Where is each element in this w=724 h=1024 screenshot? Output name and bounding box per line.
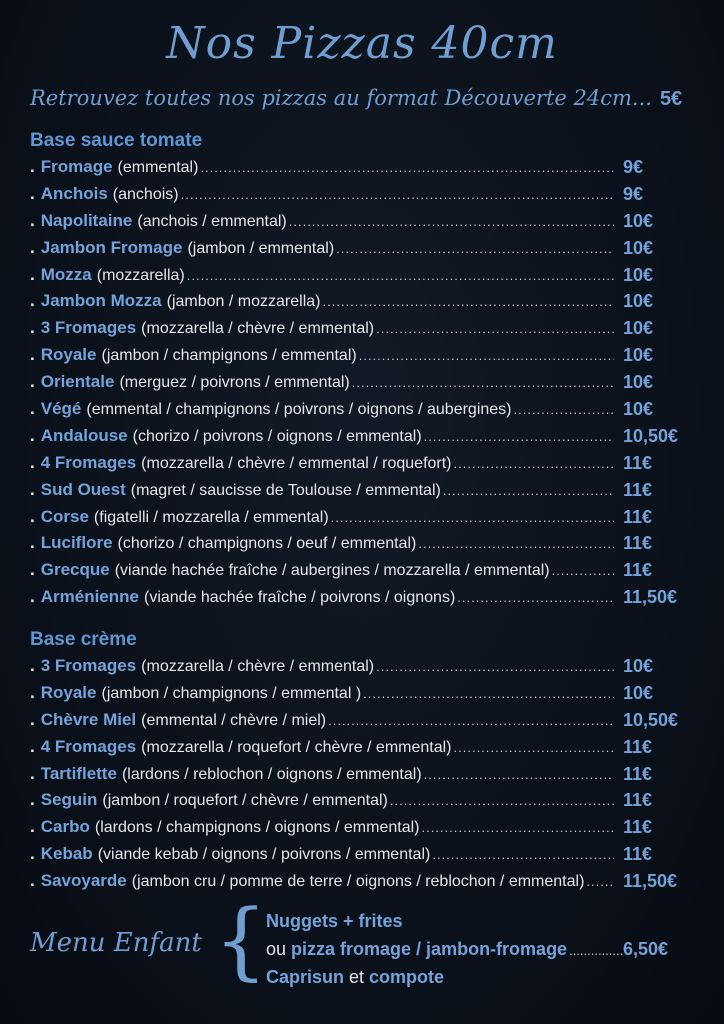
menu-item: [30, 450, 700, 477]
dot-leader: [359, 343, 614, 370]
bullet: .: [30, 817, 35, 837]
dot-leader: [514, 397, 615, 424]
bullet: .: [30, 709, 35, 729]
pizza-price: 10€: [623, 291, 654, 312]
menu-item-line: [30, 680, 618, 708]
pizza-price: 9€: [623, 157, 644, 177]
menu-item-line: [30, 734, 618, 762]
menu-item-line: [30, 369, 618, 397]
menu-item: [30, 787, 700, 814]
menu-enfant-connector: et: [349, 967, 365, 987]
dot-leader: [457, 585, 614, 612]
bullet: .: [30, 157, 35, 176]
pizza-name: Royale: [40, 345, 97, 365]
pizza-ingredients: (mozzarella / chèvre / emmental): [141, 658, 375, 675]
menu-title: Nos Pizzas 40cm: [166, 18, 558, 69]
pizza-name: 4 Fromages: [40, 736, 137, 756]
dot-leader: [418, 531, 614, 558]
pizza-ingredients: (jambon / mozzarella): [166, 293, 321, 311]
pizza-name: 3 Fromages: [40, 318, 137, 338]
brace-decoration: {: [214, 891, 268, 989]
bullet: .: [30, 452, 35, 472]
pizza-ingredients: (mozzarella / chèvre / emmental): [141, 320, 375, 338]
pizza-name: Carbo: [40, 817, 90, 837]
bullet: .: [30, 264, 35, 284]
dot-leader: [331, 505, 614, 532]
menu-item: [30, 734, 700, 761]
pizza-name: Mozza: [40, 264, 92, 284]
menu-item-line: [30, 450, 618, 478]
item-list: [30, 653, 700, 895]
pizza-name: Anchois: [40, 183, 108, 203]
pizza-name: Jambon Fromage: [40, 237, 183, 257]
bullet: .: [30, 183, 35, 203]
pizza-price: 10€: [623, 372, 654, 393]
menu-item-line: [30, 208, 618, 236]
menu-item: [30, 315, 700, 342]
menu-item-line: [30, 814, 618, 842]
menu-item: [30, 557, 700, 584]
pizza-ingredients: (emmental / chèvre / miel): [141, 711, 327, 729]
menu-item-line: [30, 707, 618, 735]
menu-enfant-item: pizza fromage / jambon-fromage: [291, 939, 568, 959]
pizza-price: 11€: [623, 844, 653, 865]
pizza-price: 10€: [623, 237, 654, 258]
dot-leader: [376, 316, 614, 343]
menu-item: [30, 396, 700, 423]
pizza-ingredients: (merguez / poivrons / emmental): [119, 374, 350, 392]
item-list: [30, 154, 700, 611]
pizza-name: Grecque: [40, 560, 110, 580]
pizza-name: Kebab: [40, 844, 93, 864]
bullet: .: [30, 506, 35, 526]
menu-item: [30, 208, 700, 235]
pizza-price: 10€: [623, 656, 654, 676]
bullet: .: [30, 790, 35, 810]
menu-enfant-line: [266, 963, 686, 991]
pizza-ingredients: (viande hachée fraîche / poivrons / oignons): [143, 589, 456, 607]
pizza-name: Sud Ouest: [40, 479, 126, 499]
pizza-name: Végé: [40, 399, 82, 419]
dot-leader: [352, 370, 614, 397]
pizza-ingredients: (viande hachée fraîche / aubergines / mozzarella / emmental): [114, 562, 550, 580]
pizza-price: 11€: [623, 533, 653, 554]
menu-item-line: [30, 342, 618, 370]
bullet: .: [30, 736, 35, 756]
pizza-ingredients: (anchois): [112, 185, 179, 203]
menu-item: [30, 504, 700, 531]
pizza-price: 10,50€: [623, 709, 679, 730]
pizza-name: Luciflore: [40, 533, 113, 553]
menu-enfant-label: Menu Enfant: [30, 928, 202, 958]
menu-item: [30, 653, 700, 680]
pizza-ingredients: (jambon / champignons / emmental ): [101, 684, 362, 702]
section-creme: [30, 627, 700, 895]
menu-item-line: [30, 787, 618, 815]
dot-leader: [289, 209, 614, 236]
bullet: .: [30, 587, 35, 607]
dot-leader: [376, 654, 614, 681]
pizza-price: 10€: [623, 682, 654, 703]
pizza-ingredients: (mozzarella / chèvre / emmental / roquefort): [141, 454, 452, 472]
pizza-ingredients: (mozzarella / roquefort / chèvre / emmental): [141, 738, 452, 756]
section-sauce-tomate: [30, 128, 700, 611]
pizza-price: 11€: [623, 479, 653, 500]
dot-leader: [322, 289, 614, 316]
dot-leader: [181, 182, 614, 209]
bullet: .: [30, 210, 35, 230]
dot-leader: [200, 155, 614, 182]
pizza-ingredients: (emmental / champignons / poivrons / oignons / aubergines): [86, 401, 512, 419]
menu-item-line: [30, 868, 618, 896]
subtitle-price: 5€: [659, 88, 683, 110]
pizza-ingredients: (lardons / reblochon / oignons / emmental): [121, 765, 422, 783]
bullet: .: [30, 318, 35, 338]
menu-item-line: [30, 235, 618, 263]
pizza-ingredients: (magret / saucisse de Toulouse / emmental): [130, 481, 441, 499]
menu-item: [30, 530, 700, 557]
dot-leader: [390, 788, 614, 815]
bullet: .: [30, 372, 35, 392]
section-title: Base sauce tomate: [30, 130, 203, 151]
menu-item: [30, 262, 700, 289]
pizza-name: 4 Fromages: [40, 452, 137, 472]
menu-item: [30, 342, 700, 369]
dot-leader: [454, 451, 614, 478]
pizza-price: 11€: [623, 790, 653, 811]
pizza-ingredients: (jambon / emmental): [187, 239, 335, 257]
pizza-price: 11,50€: [623, 871, 678, 892]
pizza-price: 11,50€: [623, 587, 678, 608]
menu-subtitle: [30, 86, 690, 111]
menu-enfant-line: [266, 907, 686, 935]
pizza-name: Napolitaine: [40, 210, 133, 230]
pizza-price: 11€: [623, 817, 653, 838]
menu-item: [30, 181, 700, 208]
menu-item: [30, 814, 700, 841]
menu-enfant-item: compote: [369, 967, 445, 987]
pizza-ingredients: (chorizo / poivrons / oignons / emmental): [132, 427, 422, 445]
pizza-price: 9€: [623, 183, 644, 204]
bullet: .: [30, 682, 35, 702]
pizza-price: 10,50€: [623, 425, 679, 446]
pizza-price: 10€: [623, 345, 654, 366]
dot-leader: [432, 842, 614, 869]
pizza-ingredients: (jambon / roquefort / chèvre / emmental): [102, 792, 388, 810]
menu-item: [30, 154, 700, 181]
dot-leader: [328, 708, 614, 735]
menu-item-line: [30, 477, 618, 505]
pizza-price: 10€: [623, 210, 654, 231]
menu-enfant-connector: ou: [266, 939, 287, 959]
bullet: .: [30, 237, 35, 257]
bullet: .: [30, 533, 35, 553]
menu-enfant-item: Caprisun: [266, 967, 345, 987]
subtitle-text: Retrouvez toutes nos pizzas au format Découverte 24cm...: [30, 86, 652, 110]
pizza-name: Savoyarde: [40, 871, 127, 891]
bullet: .: [30, 763, 35, 783]
menu-item: [30, 288, 700, 315]
bullet: .: [30, 844, 35, 864]
menu-item: [30, 841, 700, 868]
pizza-price: 11€: [623, 763, 653, 784]
dot-leader: [424, 762, 614, 789]
menu-item: [30, 584, 700, 611]
section-title: Base crème: [30, 629, 137, 650]
dot-leader: [443, 478, 614, 505]
dot-leader: [586, 869, 614, 896]
menu-item-line: [30, 504, 618, 532]
pizza-name: Orientale: [40, 372, 115, 392]
pizza-ingredients: (mozzarella): [96, 266, 185, 284]
pizza-ingredients: (figatelli / mozzarella / emmental): [93, 508, 329, 526]
menu-item-line: [30, 530, 618, 558]
pizza-ingredients: (anchois / emmental): [137, 212, 287, 230]
pizza-price: 11€: [623, 560, 653, 581]
menu-item-line: [30, 154, 618, 182]
pizza-ingredients: (emmental): [117, 159, 199, 176]
menu-item: [30, 680, 700, 707]
menu-item-line: [30, 181, 618, 209]
menu-enfant-price: 6,50€: [623, 939, 669, 959]
dot-leader: [187, 263, 614, 290]
bullet: .: [30, 656, 35, 675]
pizza-name: Fromage: [40, 157, 113, 176]
menu-item-line: [30, 396, 618, 424]
menu-enfant-item: Nuggets + frites: [266, 911, 403, 931]
dot-leader: [363, 681, 614, 708]
bullet: .: [30, 345, 35, 365]
pizza-name: Andalouse: [40, 425, 128, 445]
pizza-price: 11€: [623, 506, 653, 527]
menu-item: [30, 235, 700, 262]
pizza-name: Tartiflette: [40, 763, 117, 783]
bullet: .: [30, 871, 35, 891]
menu-item-line: [30, 423, 618, 451]
pizza-ingredients: (lardons / champignons / oignons / emmental): [94, 819, 420, 837]
pizza-name: Seguin: [40, 790, 98, 810]
menu-item: [30, 761, 700, 788]
menu-item: [30, 423, 700, 450]
menu-item-line: [30, 288, 618, 316]
pizza-ingredients: (jambon cru / pomme de terre / oignons / reblochon / emmental): [131, 873, 585, 891]
pizza-name: 3 Fromages: [40, 656, 137, 675]
menu-enfant-line: [266, 935, 686, 963]
menu-item-line: [30, 315, 618, 343]
bullet: .: [30, 560, 35, 580]
bullet: .: [30, 425, 35, 445]
menu-item-line: [30, 584, 618, 612]
pizza-price: 10€: [623, 399, 654, 420]
bullet: .: [30, 291, 35, 311]
bullet: .: [30, 399, 35, 419]
dot-leader: [421, 815, 614, 842]
dot-leader: [424, 424, 614, 451]
menu-item: [30, 477, 700, 504]
menu-item-line: [30, 841, 618, 869]
pizza-ingredients: (chorizo / champignons / oeuf / emmental): [117, 535, 417, 553]
pizza-price: 10€: [623, 264, 654, 285]
menu-item-line: [30, 761, 618, 789]
menu-item-line: [30, 653, 618, 681]
bullet: .: [30, 479, 35, 499]
pizza-price: 11€: [623, 452, 653, 473]
pizza-name: Royale: [40, 682, 97, 702]
dot-leader: [552, 558, 614, 585]
pizza-name: Chèvre Miel: [40, 709, 137, 729]
menu-item-line: [30, 262, 618, 290]
pizza-name: Arménienne: [40, 587, 139, 607]
menu-enfant-details: [266, 907, 686, 991]
dot-leader: [569, 937, 623, 965]
dot-leader: [454, 735, 614, 762]
pizza-name: Jambon Mozza: [40, 291, 162, 311]
menu-item: [30, 369, 700, 396]
pizza-name: Corse: [40, 506, 89, 526]
dot-leader: [336, 236, 614, 263]
pizza-price: 10€: [623, 318, 654, 339]
pizza-ingredients: (jambon / champignons / emmental): [101, 347, 357, 365]
pizza-ingredients: (viande kebab / oignons / poivrons / emmental): [97, 846, 431, 864]
pizza-price: 11€: [623, 736, 653, 757]
menu-item-line: [30, 557, 618, 585]
menu-item: [30, 868, 700, 895]
menu-item: [30, 707, 700, 734]
